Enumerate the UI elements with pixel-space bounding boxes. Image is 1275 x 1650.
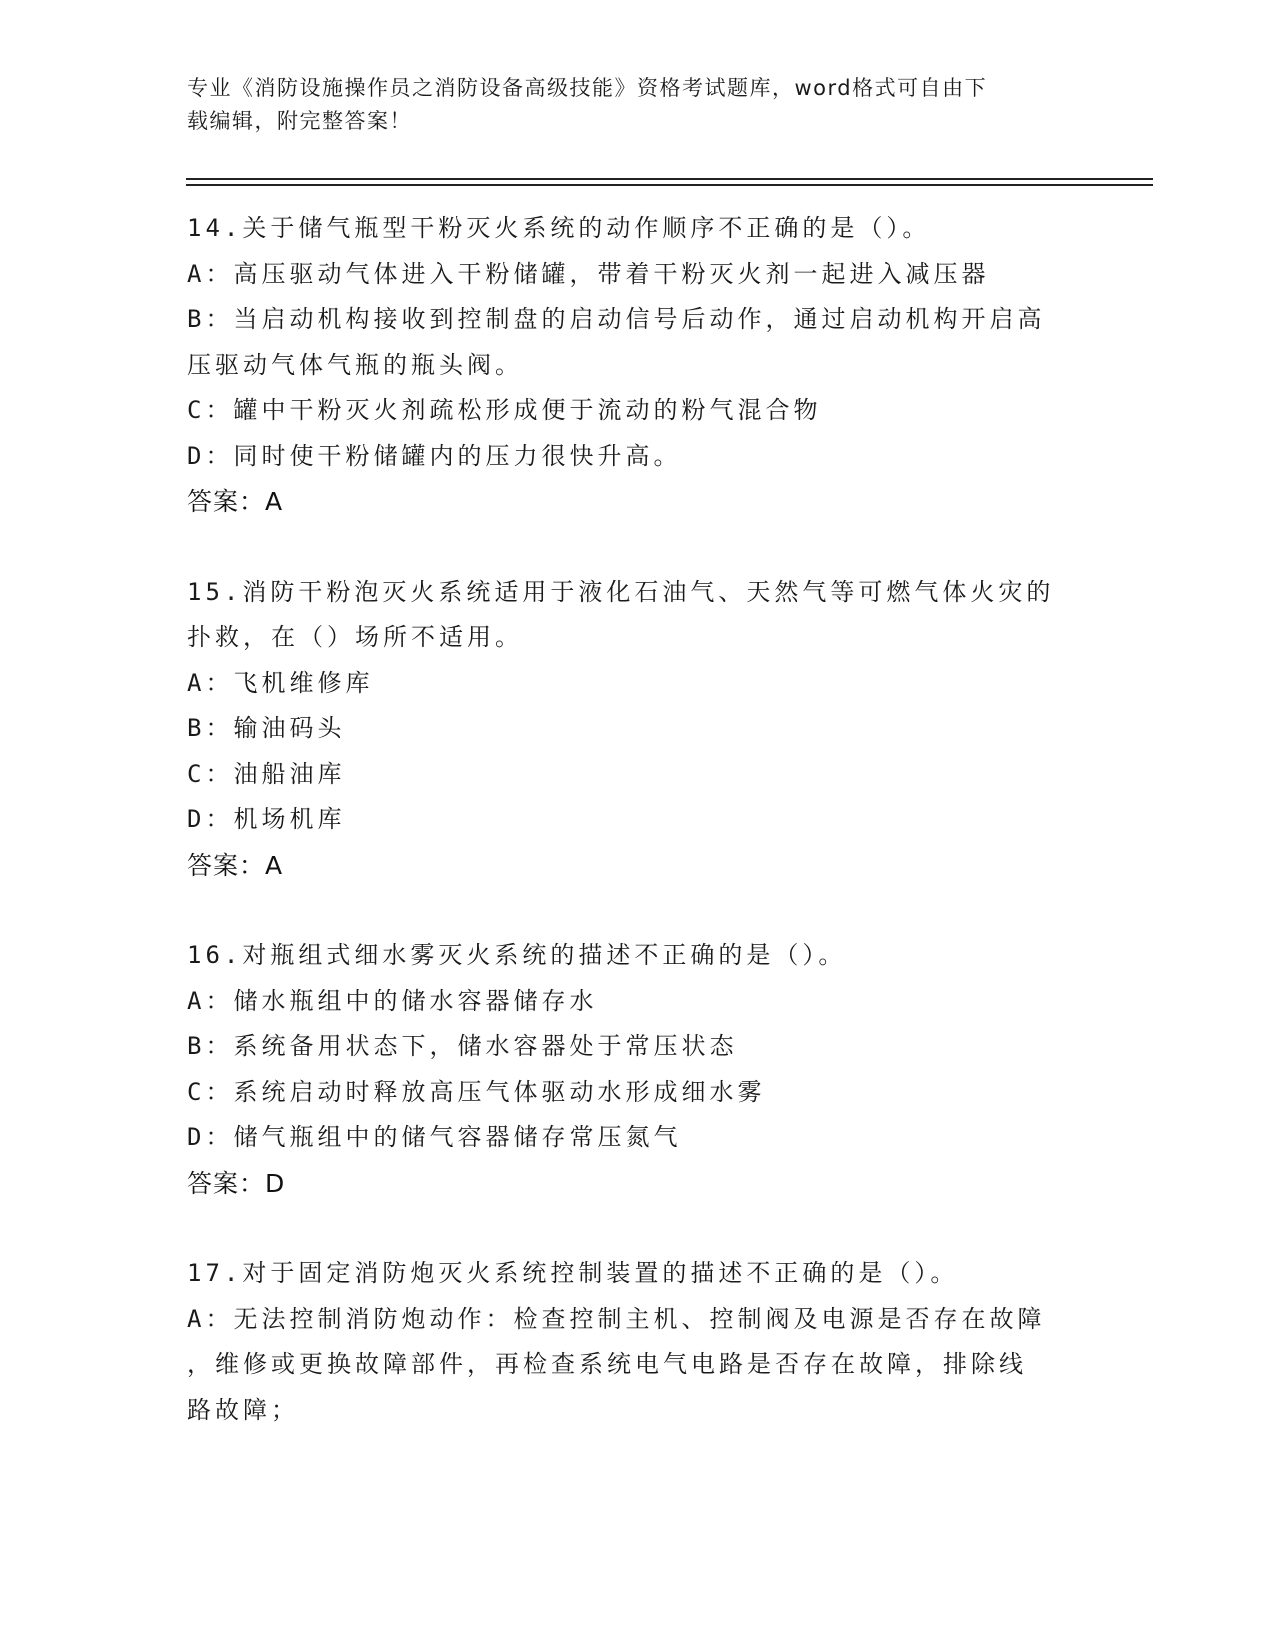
option-b: B：系统备用状态下，储水容器处于常压状态 xyxy=(187,1032,738,1060)
option-d: D：同时使干粉储罐内的压力很快升高。 xyxy=(187,441,682,470)
header-rule-bottom xyxy=(186,184,1153,186)
question-16 xyxy=(187,933,1087,1206)
answer: 答案：A xyxy=(187,487,284,516)
option-c: C：罐中干粉灭火剂疏松形成便于流动的粉气混合物 xyxy=(187,396,822,424)
option-b: B：当启动机构接收到控制盘的启动信号后动作，通过启动机构开启高 xyxy=(187,305,1046,333)
question-list xyxy=(187,206,1087,1478)
question-stem: 15.消防干粉泡灭火系统适用于液化石油气、天然气等可燃气体火灾的 xyxy=(187,577,1055,606)
option-b-continued: 压驱动气体气瓶的瓶头阀。 xyxy=(187,350,523,379)
header-line-1: 专业《消防设施操作员之消防设备高级技能》资格考试题库，word格式可自由下 xyxy=(187,76,988,100)
option-c: C：油船油库 xyxy=(187,759,346,788)
document-header xyxy=(187,72,1087,138)
answer: 答案：D xyxy=(187,1168,286,1198)
option-a: A：飞机维修库 xyxy=(187,668,374,697)
question-stem-continued: 扑救，在（）场所不适用。 xyxy=(187,623,523,651)
header-line-2: 载编辑，附完整答案！ xyxy=(187,109,412,133)
answer: 答案：A xyxy=(187,850,284,880)
option-a: A：储水瓶组中的储水容器储存水 xyxy=(187,986,598,1015)
question-14 xyxy=(187,206,1087,525)
option-a-continued: ，维修或更换故障部件，再检查系统电气电路是否存在故障，排除线 xyxy=(187,1350,1027,1378)
header-rule-top xyxy=(186,178,1153,180)
question-17 xyxy=(187,1251,1087,1433)
option-a-continued: 路故障； xyxy=(187,1395,299,1424)
question-stem: 16.对瓶组式细水雾灭火系统的描述不正确的是（）。 xyxy=(187,941,847,969)
option-c: C：系统启动时释放高压气体驱动水形成细水雾 xyxy=(187,1077,766,1106)
option-a: A：高压驱动气体进入干粉储罐，带着干粉灭火剂一起进入减压器 xyxy=(187,259,990,288)
option-a: A：无法控制消防炮动作：检查控制主机、控制阀及电源是否存在故障 xyxy=(187,1304,1046,1333)
question-stem: 17.对于固定消防炮灭火系统控制装置的描述不正确的是（）。 xyxy=(187,1259,959,1287)
option-b: B：输油码头 xyxy=(187,714,346,742)
option-d: D：储气瓶组中的储气容器储存常压氮气 xyxy=(187,1123,682,1151)
question-stem: 14.关于储气瓶型干粉灭火系统的动作顺序不正确的是（）。 xyxy=(187,214,931,242)
option-d: D：机场机库 xyxy=(187,805,346,833)
question-15 xyxy=(187,570,1087,889)
